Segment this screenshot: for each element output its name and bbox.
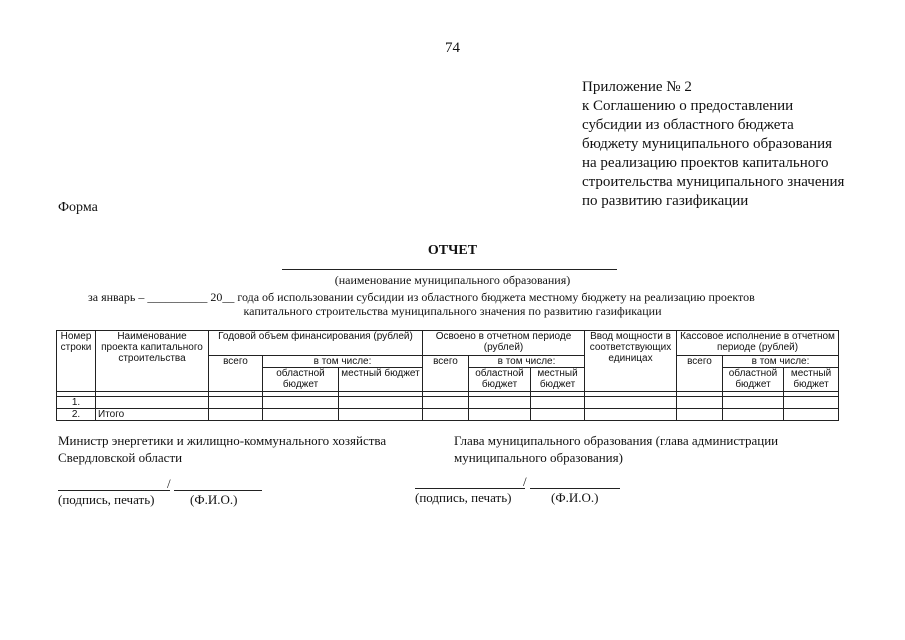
appendix-line: строительства муниципального значения xyxy=(582,174,845,190)
header-local-budget: местный бюджет xyxy=(339,368,423,392)
signature-caption: (подпись, печать) xyxy=(58,492,155,507)
header-annual-financing: Годовой объем финансирования (рублей) xyxy=(209,331,423,356)
row-number-cell: 1. xyxy=(57,397,96,409)
signature-line xyxy=(415,488,525,489)
minister-title xyxy=(58,432,386,466)
fio-line xyxy=(174,490,262,491)
fio-line xyxy=(530,488,620,489)
appendix-line: на реализацию проектов капитального xyxy=(582,155,829,171)
header-local-budget: местный бюджет xyxy=(531,368,585,392)
fio-caption: (Ф.И.О.) xyxy=(190,492,238,507)
minister-title-line: Министр энергетики и жилищно-коммунального хозяйства xyxy=(58,433,387,448)
appendix-line: к Соглашению о предоставлении xyxy=(582,98,794,114)
appendix-line: Приложение № 2 xyxy=(582,79,692,95)
signature-slash: / xyxy=(523,474,527,489)
header-cash-execution: Кассовое исполнение в отчетном периоде (рублей) xyxy=(677,331,839,356)
header-capacity: Ввод мощности в соответствующих единицах xyxy=(585,331,677,392)
form-label: Форма xyxy=(58,200,98,215)
appendix-line: субсидии из областного бюджета xyxy=(582,117,794,133)
header-total: всего xyxy=(677,356,723,392)
header-including: в том числе: xyxy=(263,356,423,368)
header-including: в том числе: xyxy=(469,356,585,368)
report-title: ОТЧЕТ xyxy=(427,243,478,258)
header-regional-budget: областной бюджет xyxy=(469,368,531,392)
header-regional-budget: областной бюджет xyxy=(723,368,784,392)
municipality-name-line xyxy=(282,269,617,270)
appendix-line: по развитию газификации xyxy=(582,193,749,209)
header-regional-budget: областной бюджет xyxy=(263,368,339,392)
header-total: всего xyxy=(423,356,469,392)
report-table xyxy=(56,330,839,421)
header-project-name: Наименование проекта капитального строительства xyxy=(96,331,209,392)
row-name-cell: Итого xyxy=(96,409,209,421)
row-number-cell: 2. xyxy=(57,409,96,421)
head-title-line: Глава муниципального образования (глава администрации xyxy=(454,433,779,448)
municipality-name-caption: (наименование муниципального образования) xyxy=(334,273,571,287)
appendix-line: бюджету муниципального образования xyxy=(582,136,833,152)
fio-caption: (Ф.И.О.) xyxy=(551,490,599,505)
header-row-number: Номер строки xyxy=(57,331,96,392)
head-of-municipality-title xyxy=(454,432,778,466)
signature-slash: / xyxy=(167,476,171,491)
header-local-budget: местный бюджет xyxy=(784,368,839,392)
table-row xyxy=(57,409,839,421)
page-number: 74 xyxy=(445,40,460,56)
header-including: в том числе: xyxy=(723,356,839,368)
head-title-line: муниципального образования) xyxy=(454,450,623,465)
report-subject-line: капитального строительства муниципального значения по развитию газификации xyxy=(243,304,662,318)
signature-line xyxy=(58,490,170,491)
table-row xyxy=(57,397,839,409)
header-mastered: Освоено в отчетном периоде (рублей) xyxy=(423,331,585,356)
header-total: всего xyxy=(209,356,263,392)
minister-title-line: Свердловской области xyxy=(58,450,183,465)
signature-caption: (подпись, печать) xyxy=(415,490,512,505)
report-period-line: за январь – __________ 20__ года об использовании субсидии из областного бюджета местному бюджету на реализацию проектов xyxy=(88,290,755,304)
row-name-cell xyxy=(96,397,209,409)
appendix-block xyxy=(582,78,844,211)
